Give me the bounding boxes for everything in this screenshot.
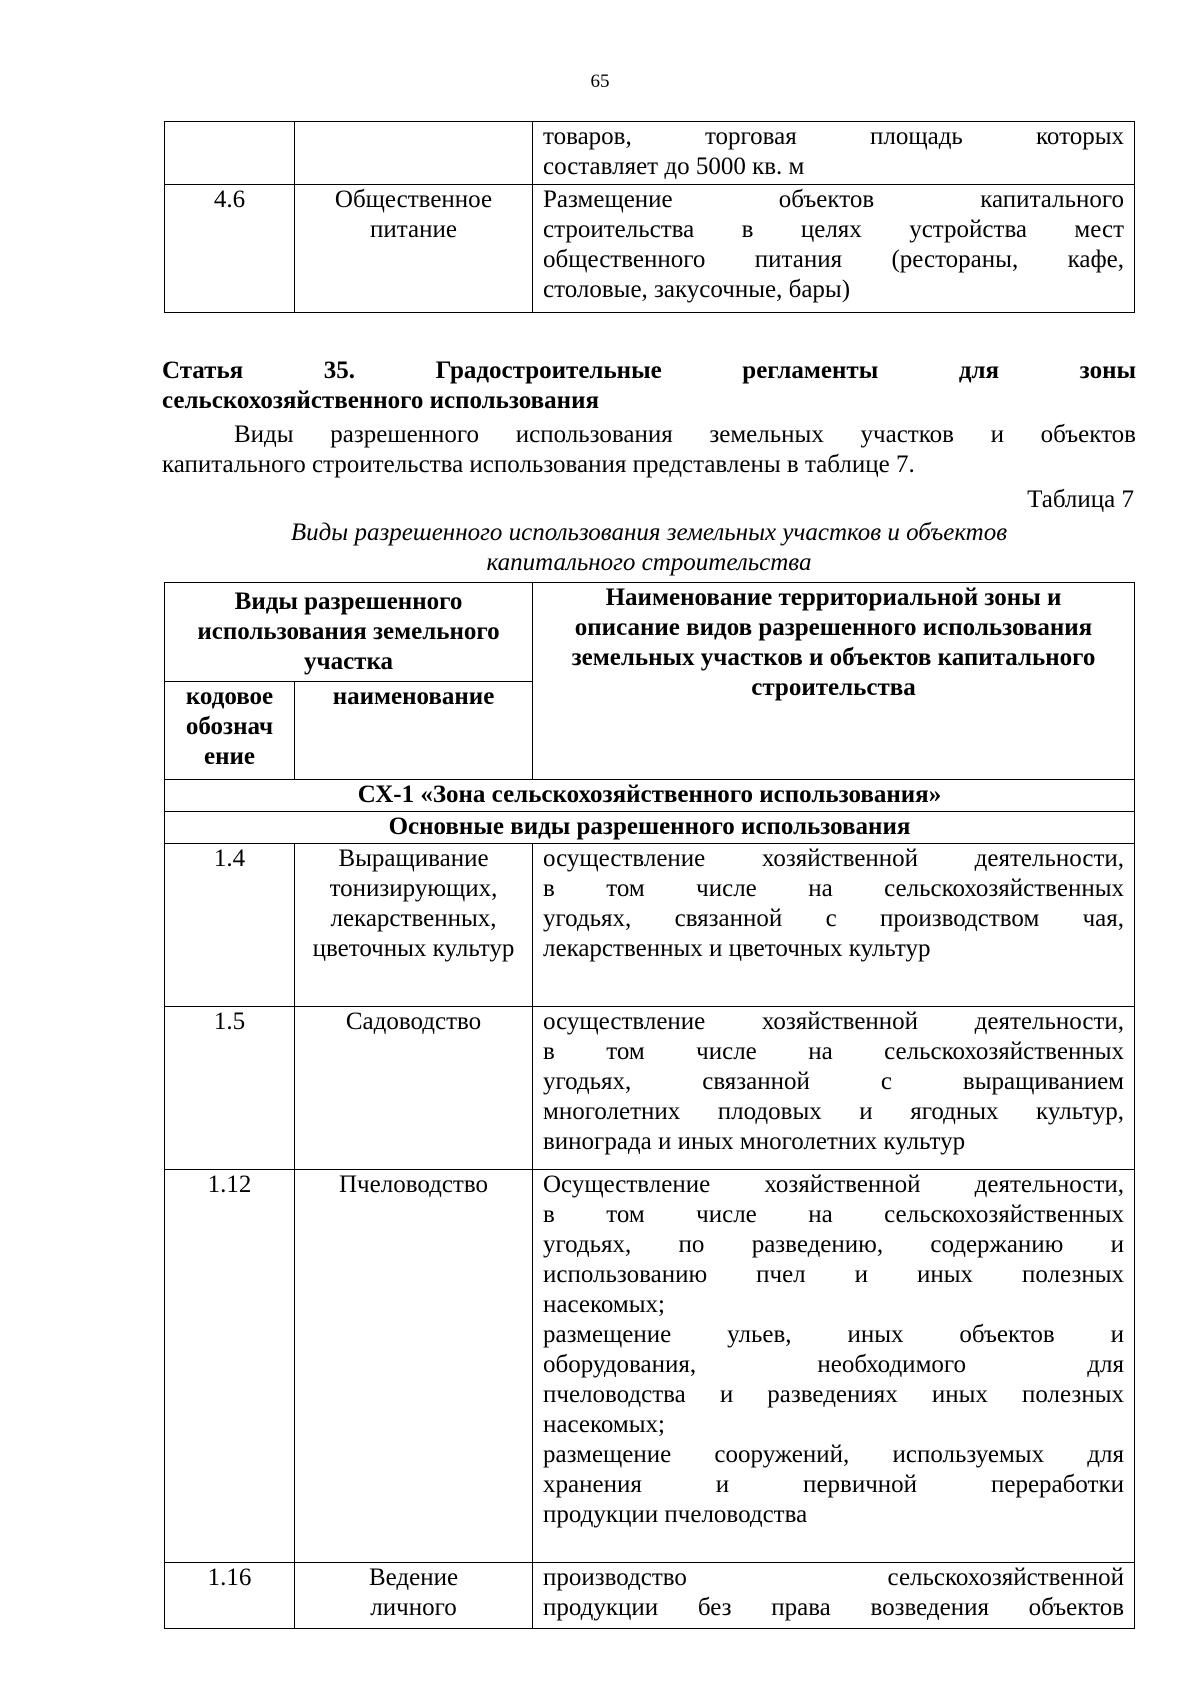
description-line: осуществление хозяйственной деятельности, bbox=[543, 1008, 1124, 1035]
name-cell: Выращивание тонизирующих, лекарственных, цветочных культур bbox=[295, 844, 533, 1007]
description-line: винограда и иных многолетних культур bbox=[543, 1128, 966, 1155]
article-heading bbox=[162, 356, 1136, 416]
description-cell bbox=[533, 1007, 1135, 1170]
table-row bbox=[165, 185, 1135, 313]
zone-row bbox=[165, 780, 1135, 812]
description-line: пчеловодства и разведениях иных полезных bbox=[543, 1381, 1124, 1408]
name-cell bbox=[295, 185, 533, 313]
description-line: строительства в целях устройства мест bbox=[543, 216, 1124, 243]
table-row bbox=[165, 122, 1135, 185]
description-line: производство сельскохозяйственной bbox=[543, 1564, 1124, 1591]
description-line: использованию пчел и иных полезных bbox=[543, 1261, 1124, 1288]
table-header-row bbox=[165, 583, 1135, 682]
name-cell: Садоводство bbox=[295, 1007, 533, 1170]
name-cell: Ведение личного bbox=[295, 1563, 533, 1629]
table-row bbox=[165, 1563, 1135, 1629]
description-line: товаров, торговая площадь которых bbox=[543, 123, 1124, 150]
description-line: столовые, закусочные, бары) bbox=[543, 276, 851, 303]
article-heading-line: сельскохозяйственного использования bbox=[162, 387, 600, 414]
description-cell bbox=[533, 844, 1135, 1007]
name-cell bbox=[295, 122, 533, 185]
description-line: хранения и первичной переработки bbox=[543, 1471, 1124, 1498]
section-cell: Основные виды разрешенного использования bbox=[165, 812, 1135, 844]
table-row bbox=[165, 844, 1135, 1007]
description-cell bbox=[533, 1563, 1135, 1629]
description-line: Размещение объектов капитального bbox=[543, 186, 1124, 213]
table-row bbox=[165, 1007, 1135, 1170]
description-line: угодьях, связанной с выращиванием bbox=[543, 1068, 1124, 1095]
permitted-use-table bbox=[164, 582, 1135, 1629]
table-caption-line: Виды разрешенного использования земельных участков и объектов bbox=[290, 519, 1008, 546]
description-cell bbox=[533, 122, 1135, 185]
code-cell: 1.5 bbox=[165, 1007, 295, 1170]
description-line: в том числе на сельскохозяйственных bbox=[543, 1201, 1124, 1228]
header-code-cell: кодовое обознач ение bbox=[165, 682, 295, 780]
table-caption-line: капитального строительства bbox=[486, 549, 812, 576]
description-line: осуществление хозяйственной деятельности, bbox=[543, 845, 1124, 872]
description-line: общественного питания (рестораны, кафе, bbox=[543, 246, 1124, 273]
description-line: угодьях, по разведению, содержанию и bbox=[543, 1231, 1124, 1258]
description-line: составляет до 5000 кв. м bbox=[543, 153, 805, 180]
article-heading-line: Статья 35. Градостроительные регламенты для зоны bbox=[162, 357, 1136, 384]
description-line: насекомых; bbox=[543, 1291, 665, 1318]
intro-line: капитального строительства использования представлены в таблице 7. bbox=[162, 451, 915, 478]
code-cell bbox=[165, 122, 295, 185]
description-line: продукции пчеловодства bbox=[543, 1501, 808, 1528]
code-cell: 4.6 bbox=[165, 185, 295, 313]
name-cell: Пчеловодство bbox=[295, 1170, 533, 1563]
description-line: насекомых; bbox=[543, 1411, 665, 1438]
continuation-table bbox=[164, 121, 1135, 313]
description-line: многолетних плодовых и ягодных культур, bbox=[543, 1098, 1124, 1125]
code-cell: 1.12 bbox=[165, 1170, 295, 1563]
description-line: оборудования, необходимого для bbox=[543, 1351, 1124, 1378]
description-line: продукции без права возведения объектов bbox=[543, 1594, 1124, 1621]
header-name-cell: наименование bbox=[295, 682, 533, 780]
description-line: угодьях, связанной с производством чая, bbox=[543, 905, 1124, 932]
intro-paragraph bbox=[162, 420, 1136, 480]
zone-cell: СХ-1 «Зона сельскохозяйственного использования» bbox=[165, 780, 1135, 812]
description-line: размещение сооружений, используемых для bbox=[543, 1441, 1124, 1468]
description-line: в том числе на сельскохозяйственных bbox=[543, 1038, 1124, 1065]
table-row bbox=[165, 1170, 1135, 1563]
description-line: лекарственных и цветочных культур bbox=[543, 935, 931, 962]
table-label: Таблица 7 bbox=[1027, 486, 1134, 513]
description-line: Осуществление хозяйственной деятельности, bbox=[543, 1171, 1124, 1198]
name-line: Общественное bbox=[334, 186, 493, 213]
name-line: питание bbox=[370, 216, 457, 243]
intro-line: Виды разрешенного использования земельных участков и объектов bbox=[234, 421, 1136, 448]
section-row bbox=[165, 812, 1135, 844]
description-line: размещение ульев, иных объектов и bbox=[543, 1321, 1124, 1348]
description-line: в том числе на сельскохозяйственных bbox=[543, 875, 1124, 902]
page-number: 65 bbox=[590, 71, 610, 92]
code-cell: 1.4 bbox=[165, 844, 295, 1007]
description-cell bbox=[533, 185, 1135, 313]
code-cell: 1.16 bbox=[165, 1563, 295, 1629]
header-description-cell: Наименование территориальной зоны и описание видов разрешенного использования земельных участков и объектов капитального строительства bbox=[533, 583, 1135, 780]
description-cell bbox=[533, 1170, 1135, 1563]
table-caption bbox=[162, 518, 1136, 578]
header-group-cell: Виды разрешенного использования земельного участка bbox=[165, 583, 533, 682]
